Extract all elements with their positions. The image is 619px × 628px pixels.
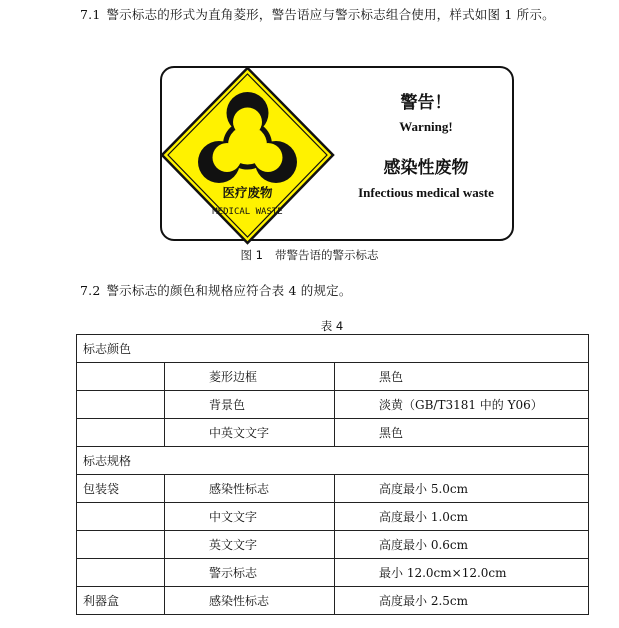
table-row <box>77 531 589 559</box>
table-cell-item: 感染性标志 <box>165 587 335 615</box>
table-row <box>77 419 589 447</box>
warning-en: Warning! <box>399 119 453 134</box>
table-cell-item: 中英文文字 <box>165 419 335 447</box>
figure-caption <box>0 247 619 263</box>
figure-caption-text: 带警告语的警示标志 <box>274 248 379 262</box>
figure-number: 图 1 <box>240 248 263 262</box>
table-cell-category: 包装袋 <box>77 475 165 503</box>
spec-table <box>76 334 589 615</box>
sign-cn-label: 医疗废物 <box>222 185 273 200</box>
paragraph-text: 警示标志的形式为直角菱形，警告语应与警示标志组合使用，样式如图 1 所示。 <box>106 7 555 22</box>
section-number: 7.2 <box>80 283 101 298</box>
table-cell-spec: 最小 12.0cm×12.0cm <box>335 559 589 587</box>
table-cell-item: 菱形边框 <box>165 363 335 391</box>
table-cell-item: 警示标志 <box>165 559 335 587</box>
paragraph-text: 警示标志的颜色和规格应符合表 4 的规定。 <box>106 283 352 298</box>
table-cell-category <box>77 391 165 419</box>
table-row <box>77 363 589 391</box>
table-cell-category <box>77 503 165 531</box>
table-cell-category: 利器盒 <box>77 587 165 615</box>
paragraph-7-1 <box>80 7 555 23</box>
table-cell-category <box>77 419 165 447</box>
table-cell-spec: 高度最小 5.0cm <box>335 475 589 503</box>
table-cell-item: 英文文字 <box>165 531 335 559</box>
paragraph-7-2 <box>80 283 352 299</box>
sign-en-label: MEDICAL WASTE <box>212 207 283 217</box>
section-header-color: 标志颜色 <box>77 335 589 363</box>
table-row <box>77 447 589 475</box>
table-row <box>77 503 589 531</box>
table-row <box>77 391 589 419</box>
table-cell-item: 感染性标志 <box>165 475 335 503</box>
table-cell-spec: 高度最小 1.0cm <box>335 503 589 531</box>
section-header-spec: 标志规格 <box>77 447 589 475</box>
table-cell-spec: 黑色 <box>335 419 589 447</box>
table-row <box>77 335 589 363</box>
table-cell-spec: 高度最小 0.6cm <box>335 531 589 559</box>
warning-diamond <box>160 66 335 246</box>
section-number: 7.1 <box>80 7 101 22</box>
table-row <box>77 559 589 587</box>
table-cell-spec: 高度最小 2.5cm <box>335 587 589 615</box>
warning-cn: 警告！ <box>400 93 452 113</box>
table-row <box>77 475 589 503</box>
table-row <box>77 587 589 615</box>
table-cell-category <box>77 363 165 391</box>
table-cell-category <box>77 531 165 559</box>
table-cell-spec: 淡黄（GB/T3181 中的 Y06） <box>335 391 589 419</box>
table-cell-spec: 黑色 <box>335 363 589 391</box>
infectious-waste-en: Infectious medical waste <box>358 185 494 200</box>
table-caption: 表 4 <box>320 319 344 333</box>
table-cell-item: 中文文字 <box>165 503 335 531</box>
table-cell-item: 背景色 <box>165 391 335 419</box>
table-cell-category <box>77 559 165 587</box>
infectious-waste-cn: 感染性废物 <box>383 158 469 178</box>
